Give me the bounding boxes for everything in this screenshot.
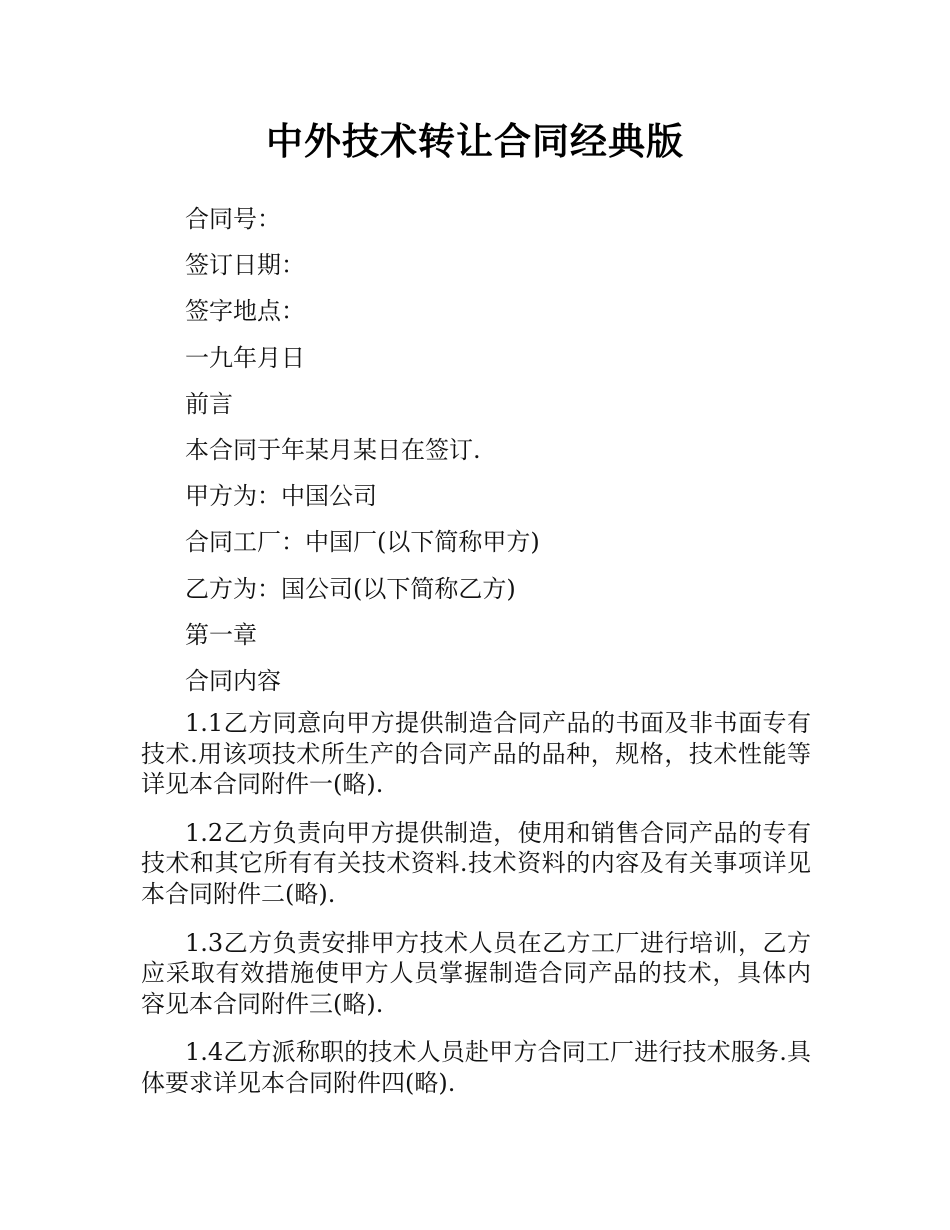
contract-factory-line: 合同工厂：中国厂(以下简称甲方) [185,528,540,557]
party-b-line: 乙方为：国公司(以下简称乙方) [185,574,516,603]
clause-1-2: 1.2乙方负责向甲方提供制造，使用和销售合同产品的专有技术和其它所有有关技术资料.技术资料的内容及有关事项详见本合同附件二(略). [141,818,811,909]
preface-text: 本合同于年某月某日在签订. [185,435,481,464]
date-line: 一九年月日 [185,343,305,372]
contract-number-line: 合同号： [185,205,281,233]
signing-date-line: 签订日期： [185,251,305,280]
chapter-title: 合同内容 [185,666,281,695]
chapter-heading: 第一章 [185,620,257,649]
clause-1-1: 1.1乙方同意向甲方提供制造合同产品的书面及非书面专有技术.用该项技术所生产的合同产品的品种，规格，技术性能等详见本合同附件一(略). [141,709,811,799]
clause-1-3: 1.3乙方负责安排甲方技术人员在乙方工厂进行培训，乙方应采取有效措施使甲方人员掌握制造合同产品的技术，具体内容见本合同附件三(略). [141,928,811,1018]
document-title: 中外技术转让合同经典版 [266,120,684,163]
signing-place-line: 签字地点： [185,297,305,326]
party-a-line: 甲方为：中国公司 [185,482,377,511]
preface-heading: 前言 [185,389,233,418]
document-body [141,200,811,1117]
clause-1-4: 1.4乙方派称职的技术人员赴甲方合同工厂进行技术服务.具体要求详见本合同附件四(略). [141,1038,811,1097]
